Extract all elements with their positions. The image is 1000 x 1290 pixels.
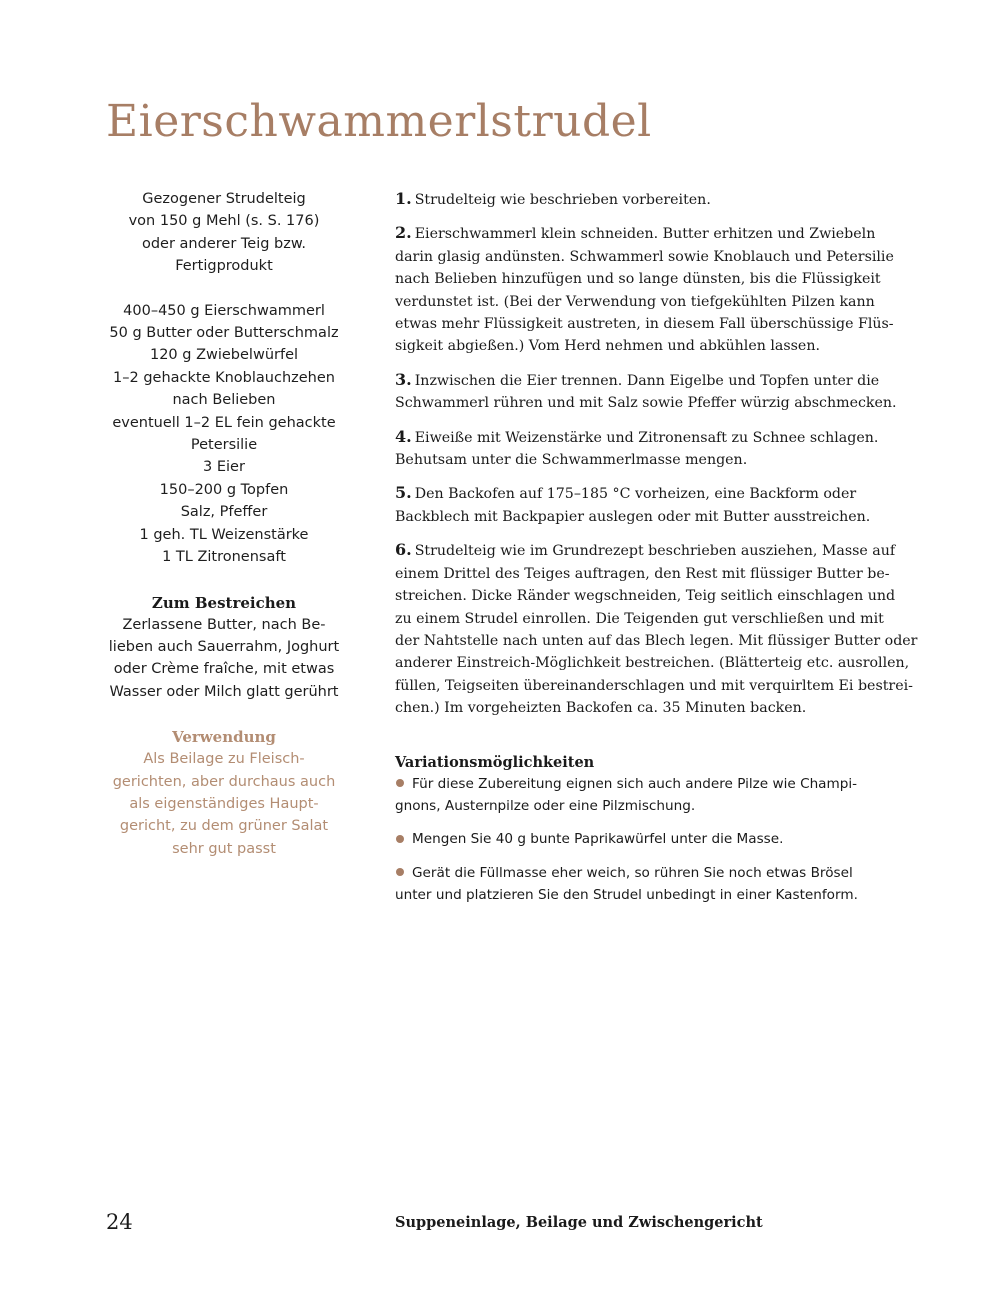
ingredient-line: Salz, Pfeffer <box>180 504 268 521</box>
bullet-icon <box>396 835 404 843</box>
variation-item <box>395 828 895 850</box>
ingredient-line: 1–2 gehackte Knoblauchzehen <box>113 369 335 386</box>
variation-text-line: Für diese Zubereitung eignen sich auch andere Pilze wie Champi- <box>412 775 858 792</box>
step-text-line: Eiweiße mit Weizenstärke und Zitronensaft zu Schnee schlagen. <box>414 429 879 446</box>
step-number: 2. <box>395 223 412 243</box>
step-text-line: zu einem Strudel einrollen. Die Teigenden gut verschließen und mit <box>395 610 884 627</box>
ingredient-line: Petersilie <box>190 437 258 454</box>
brushing-line: oder Crème fraîche, mit etwas <box>113 661 335 678</box>
ingredient-line: 1 geh. TL Weizenstärke <box>139 526 309 543</box>
step-text-line: chen.) Im vorgeheizten Backofen ca. 35 Minuten backen. <box>395 700 807 717</box>
ingredient-line: eventuell 1–2 EL fein gehackte <box>112 414 336 431</box>
step-text-line: nach Belieben hinzufügen und so lange dünsten, bis die Flüssigkeit <box>395 271 881 288</box>
step-number: 5. <box>395 483 412 503</box>
step-text-line: Behutsam unter die Schwammerlmasse mengen. <box>395 452 748 469</box>
usage-line: gerichten, aber durchaus auch <box>112 773 336 790</box>
variation-text-line: Mengen Sie 40 g bunte Paprikawürfel unter die Masse. <box>412 831 784 848</box>
step-text-line: Den Backofen auf 175–185 °C vorheizen, eine Backform oder <box>414 486 857 503</box>
bullet-icon <box>396 779 404 787</box>
ingredients-column <box>104 188 344 860</box>
bullet-icon <box>396 868 404 876</box>
brushing-line: Wasser oder Milch glatt gerührt <box>109 683 339 700</box>
running-footer: Suppeneinlage, Beilage und Zwischengericht <box>395 1214 763 1231</box>
ingredient-line: 50 g Butter oder Butterschmalz <box>109 325 339 342</box>
step-number: 4. <box>395 426 412 446</box>
usage-line: gericht, zu dem grüner Salat <box>119 818 329 835</box>
step-text-line: darin glasig andünsten. Schwammerl sowie Knoblauch und Petersilie <box>395 248 894 265</box>
ingredient-line: 3 Eier <box>203 459 245 476</box>
step-number: 6. <box>395 540 412 560</box>
brushing-line: Zerlassene Butter, nach Be- <box>122 616 326 633</box>
usage-section <box>104 726 344 860</box>
usage-heading: Verwendung <box>172 728 276 747</box>
step-text-line: anderer Einstreich-Möglichkeit bestreichen. (Blätterteig etc. ausrollen, <box>395 655 910 672</box>
variation-text-line: gnons, Austernpilze oder eine Pilzmischung. <box>395 797 696 814</box>
brushing-section <box>104 592 344 704</box>
step-number: 3. <box>395 369 412 389</box>
step-text-line: Strudelteig wie im Grundrezept beschrieben ausziehen, Masse auf <box>414 543 896 560</box>
dough-ingredients <box>104 188 344 278</box>
usage-line: Als Beilage zu Fleisch- <box>143 751 305 768</box>
ingredient-line: Gezogener Strudelteig <box>142 191 306 207</box>
ingredient-line: oder anderer Teig bzw. <box>141 235 306 252</box>
step-2 <box>395 222 895 357</box>
variation-text-line: unter und platzieren Sie den Strudel unbedingt in einer Kastenform. <box>395 887 858 904</box>
ingredient-line: 1 TL Zitronensaft <box>162 549 286 566</box>
step-text-line: Eierschwammerl klein schneiden. Butter erhitzen und Zwiebeln <box>414 226 876 243</box>
step-text-line: Inzwischen die Eier trennen. Dann Eigelbe und Topfen unter die <box>414 372 880 389</box>
step-text-line: der Nahtstelle nach unten auf das Blech legen. Mit flüssiger Butter oder <box>395 632 918 649</box>
variation-item <box>395 862 895 907</box>
step-text-line: etwas mehr Flüssigkeit austreten, in diesem Fall überschüssige Flüs- <box>395 316 894 333</box>
instructions-column <box>395 188 918 918</box>
ingredient-line: 150–200 g Topfen <box>159 481 289 498</box>
usage-line: als eigenständiges Haupt- <box>129 795 319 812</box>
brushing-heading: Zum Bestreichen <box>151 593 297 612</box>
step-text-line: Schwammerl rühren und mit Salz sowie Pfeffer würzig abschmecken. <box>395 395 897 412</box>
variation-text-line: Gerät die Füllmasse eher weich, so rühren Sie noch etwas Brösel <box>412 864 853 881</box>
step-text-line: einem Drittel des Teiges auftragen, den Rest mit flüssiger Butter be- <box>395 565 890 582</box>
ingredient-line: 120 g Zwiebelwürfel <box>149 347 299 364</box>
step-text-line: Backblech mit Backpapier auslegen oder mit Butter ausstreichen. <box>395 508 871 525</box>
main-ingredients <box>104 300 344 569</box>
step-text-line: Strudelteig wie beschrieben vorbereiten. <box>414 192 711 208</box>
variations-section <box>395 753 895 907</box>
ingredient-line: 400–450 g Eierschwammerl <box>123 302 325 319</box>
step-text-line: sigkeit abgießen.) Vom Herd nehmen und abkühlen lassen. <box>395 338 820 355</box>
step-number: 1. <box>395 189 412 208</box>
step-5 <box>395 482 895 528</box>
ingredient-line: von 150 g Mehl (s. S. 176) <box>128 213 320 230</box>
ingredient-line: nach Belieben <box>172 392 276 409</box>
brushing-line: lieben auch Sauerrahm, Joghurt <box>108 638 340 655</box>
page-number: 24 <box>106 1210 133 1234</box>
step-text-line: füllen, Teigseiten übereinanderschlagen und mit verquirltem Ei bestrei- <box>395 677 913 694</box>
variations-heading: Variationsmöglichkeiten <box>395 753 595 771</box>
step-3 <box>395 369 895 415</box>
recipe-title: Eierschwammerlstrudel <box>106 96 652 147</box>
step-text-line: verdunstet ist. (Bei der Verwendung von tiefgekühlten Pilzen kann <box>395 293 875 310</box>
variation-item <box>395 773 895 818</box>
ingredient-line: Fertigprodukt <box>175 258 273 275</box>
usage-line: sehr gut passt <box>172 840 276 857</box>
step-6 <box>395 539 918 719</box>
step-4 <box>395 426 895 472</box>
step-text-line: streichen. Dicke Ränder wegschneiden, Teig seitlich einschlagen und <box>395 588 896 605</box>
step-1 <box>395 188 895 211</box>
